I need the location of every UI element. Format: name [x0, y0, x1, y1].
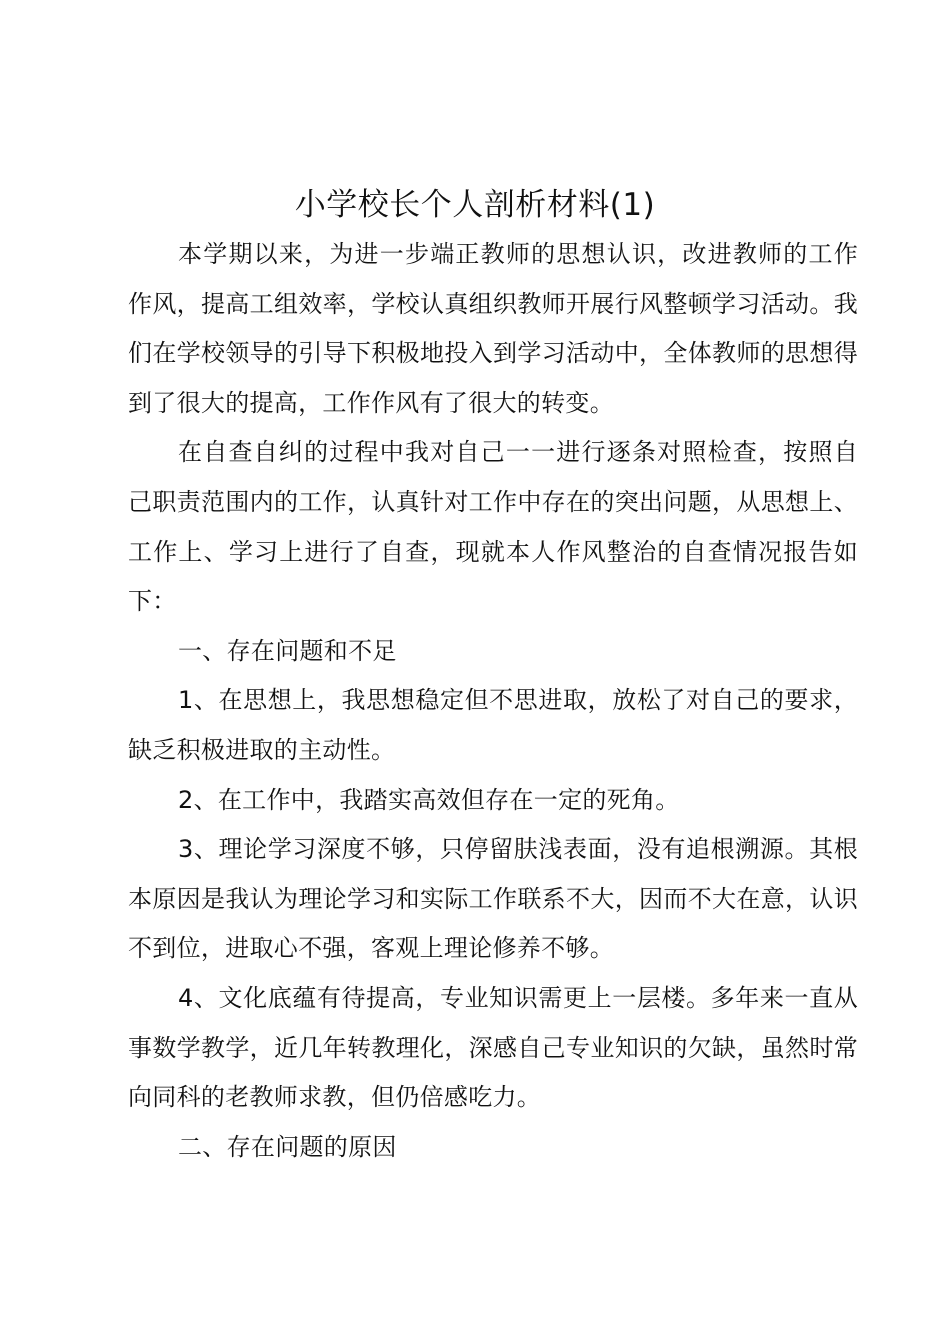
paragraph-self-check: 在自查自纠的过程中我对自己一一进行逐条对照检查，按照自己职责范围内的工作，认真针对工作中存在的突出问题，从思想上、工作上、学习上进行了自查，现就本人作风整治的自查情况报告如下：	[128, 438, 858, 616]
paragraph-item-4: 4、文化底蕴有待提高，专业知识需更上一层楼。多年来一直从事数学教学，近几年转教理化，深感自己专业知识的欠缺，虽然时常向同科的老教师求教，但仍倍感吃力。	[128, 983, 858, 1112]
paragraph-intro: 本学期以来，为进一步端正教师的思想认识，改进教师的工作作风，提高工组效率，学校认真组织教师开展行风整顿学习活动。我们在学校领导的引导下积极地投入到学习活动中，全体教师的思想得到了很大的提高，工作作风有了很大的转变。	[128, 240, 858, 417]
paragraph-item-3: 3、理论学习深度不够，只停留肤浅表面，没有追根溯源。其根本原因是我认为理论学习和实际工作联系不大，因而不大在意，认识不到位，进取心不强，客观上理论修养不够。	[128, 835, 858, 963]
document-title: 小学校长个人剖析材料(1)	[294, 187, 656, 223]
section-heading-causes: 二、存在问题的原因	[178, 1132, 397, 1161]
paragraph-item-2: 2、在工作中，我踏实高效但存在一定的死角。	[178, 785, 680, 814]
section-heading-problems: 一、存在问题和不足	[178, 636, 397, 665]
paragraph-item-1: 1、在思想上，我思想稳定但不思进取，放松了对自己的要求，缺乏积极进取的主动性。	[128, 686, 858, 764]
document-body	[128, 230, 858, 1172]
